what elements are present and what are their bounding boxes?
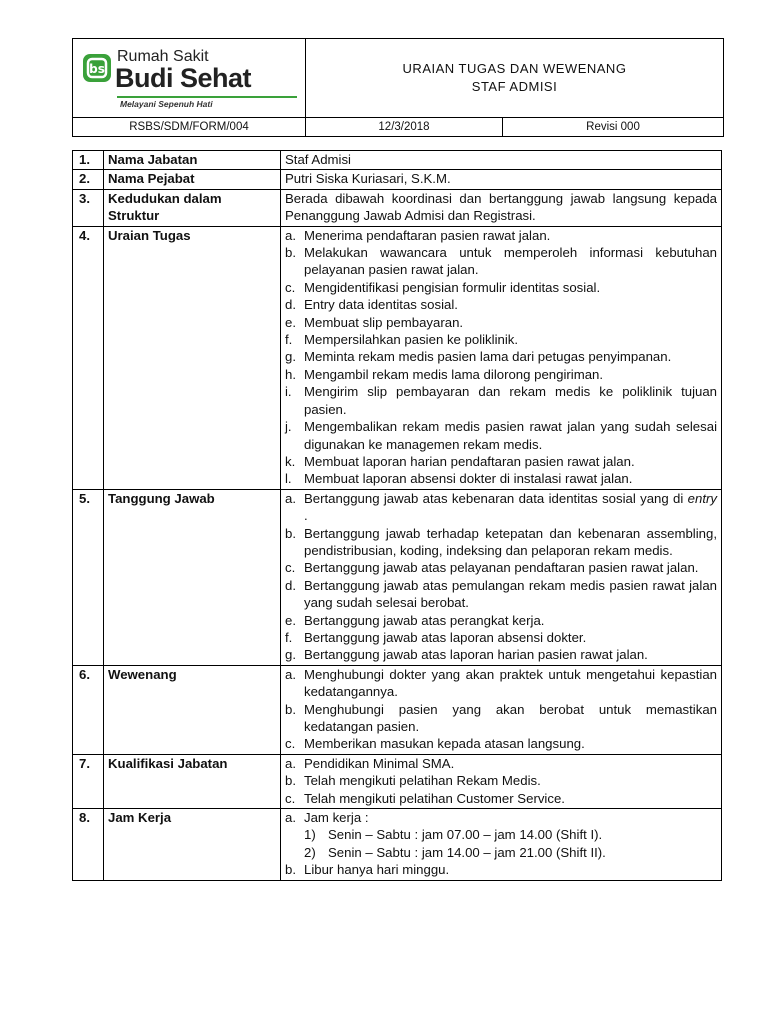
row-number: 3.: [73, 189, 104, 226]
row-label: Uraian Tugas: [104, 226, 281, 489]
list-marker: i.: [285, 384, 292, 400]
list-item: [285, 348, 717, 365]
list-item: [285, 809, 717, 826]
title-line1: URAIAN TUGAS DAN WEWENANG: [402, 61, 627, 76]
revision-number: Revisi 000: [503, 118, 724, 137]
table-row: [73, 170, 722, 189]
list-text: Bertanggung jawab atas pelayanan pendaftaran pasien rawat jalan.: [304, 560, 699, 576]
table-row: [73, 754, 722, 808]
row-label: Jam Kerja: [104, 809, 281, 881]
list-text: Menerima pendaftaran pasien rawat jalan.: [304, 227, 551, 243]
title-line2: STAF ADMISI: [471, 79, 558, 94]
document-title: [306, 39, 724, 118]
sub-list: [285, 826, 717, 861]
list-text-part: Bertanggung jawab atas kebenaran data identitas sosial yang di: [304, 490, 688, 506]
list-item: [285, 646, 717, 663]
list-text: Bertanggung jawab atas pemulangan rekam medis pasien rawat jalan yang sudah selesai berobat.: [304, 577, 717, 611]
list-marker: a.: [285, 755, 296, 771]
list-text: Mengambil rekam medis lama dilorong pengiriman.: [304, 366, 604, 382]
entry-term: entry: [687, 490, 717, 506]
list-item: [285, 861, 717, 878]
row-value-list: [281, 489, 722, 665]
job-description-table: [72, 150, 722, 881]
hospital-logo-icon: [82, 53, 112, 83]
list-text: Mengembalikan rekam medis pasien rawat jalan yang sudah selesai digunakan ke managemen rekam medis.: [304, 419, 717, 452]
sub-list-item: [285, 844, 717, 861]
list-marker: l.: [285, 471, 292, 487]
sub-list-item: [285, 826, 717, 843]
row-value: Berada dibawah koordinasi dan bertanggung jawab langsung kepada Penanggung Jawab Admisi dan Registrasi.: [281, 189, 722, 226]
row-number: 4.: [73, 226, 104, 489]
list-marker: b.: [285, 245, 296, 261]
row-number: 8.: [73, 809, 104, 881]
list-marker: c.: [285, 279, 296, 295]
list-item: [285, 314, 717, 331]
form-code: RSBS/SDM/FORM/004: [73, 118, 306, 137]
sub-list-text: Senin – Sabtu : jam 14.00 – jam 21.00 (Shift II).: [328, 844, 606, 860]
row-number: 6.: [73, 665, 104, 754]
logo-name-line1: Rumah Sakit: [117, 48, 209, 65]
list-text: Meminta rekam medis pasien lama dari petugas penyimpanan.: [304, 349, 672, 365]
list-text: Memberikan masukan kepada atasan langsung.: [304, 736, 585, 752]
list-text: Mengirim slip pembayaran dan rekam medis ke poliklinik tujuan pasien.: [304, 384, 717, 417]
list-item: [285, 244, 717, 279]
row-value-list: [281, 809, 722, 881]
list-item: [285, 227, 717, 244]
list-item: [285, 470, 717, 487]
list-item: [285, 525, 717, 560]
list-marker: a.: [285, 227, 296, 243]
list-text: Membuat laporan absensi dokter di instalasi rawat jalan.: [304, 471, 633, 487]
list-marker: d.: [285, 297, 296, 313]
list-marker: e.: [285, 612, 296, 628]
list-marker: a.: [285, 666, 296, 682]
logo-tagline: Melayani Sepenuh Hati: [120, 99, 213, 109]
list-text: Pendidikan Minimal SMA.: [304, 755, 455, 771]
row-number: 1.: [73, 151, 104, 170]
list-marker: b.: [285, 773, 296, 789]
sub-list-marker: 2): [304, 844, 316, 860]
list-marker: h.: [285, 366, 296, 382]
list-text: Bertanggung jawab atas laporan harian pasien rawat jalan.: [304, 647, 648, 663]
list-item: [285, 366, 717, 383]
row-label: Wewenang: [104, 665, 281, 754]
list-text: Bertanggung jawab atas laporan absensi dokter.: [304, 629, 587, 645]
row-value-list: [281, 226, 722, 489]
list-text: Entry data identitas sosial.: [304, 297, 458, 313]
list-marker: k.: [285, 453, 296, 469]
list-marker: g.: [285, 647, 296, 663]
row-label: Kualifikasi Jabatan: [104, 754, 281, 808]
table-row: [73, 665, 722, 754]
list-text: Membuat laporan harian pendaftaran pasien rawat jalan.: [304, 453, 635, 469]
row-value: Staf Admisi: [281, 151, 722, 170]
list-marker: e.: [285, 314, 296, 330]
document-header: [72, 38, 724, 137]
list-item: [285, 790, 717, 807]
row-label: Tanggung Jawab: [104, 489, 281, 665]
list-text-part: .: [304, 508, 308, 524]
list-item: [285, 279, 717, 296]
list-text: Telah mengikuti pelatihan Customer Service.: [304, 790, 565, 806]
logo-name-line2: Budi Sehat: [115, 63, 252, 93]
list-item: [285, 453, 717, 470]
list-marker: c.: [285, 560, 296, 576]
list-text: Telah mengikuti pelatihan Rekam Medis.: [304, 773, 541, 789]
row-value-list: [281, 754, 722, 808]
row-label: Kedudukan dalam Struktur: [104, 189, 281, 226]
list-item: [285, 735, 717, 752]
list-item: [285, 629, 717, 646]
list-text: Menghubungi pasien yang akan berobat untuk memastikan kedatangan pasien.: [304, 701, 717, 734]
svg-text:bs: bs: [89, 62, 105, 76]
list-marker: a.: [285, 810, 296, 826]
list-item: [285, 772, 717, 789]
table-row: [73, 226, 722, 489]
list-text: Jam kerja :: [304, 810, 369, 826]
list-group: [285, 525, 717, 664]
row-label: Nama Jabatan: [104, 151, 281, 170]
row-number: 7.: [73, 754, 104, 808]
list-item: [285, 612, 717, 629]
list-item: [285, 383, 717, 418]
row-label: Nama Pejabat: [104, 170, 281, 189]
list-item: [285, 577, 717, 612]
table-row: [73, 489, 722, 665]
list-text: Membuat slip pembayaran.: [304, 314, 464, 330]
list-marker: f.: [285, 332, 293, 348]
list-item: [285, 490, 717, 525]
list-text: Libur hanya hari minggu.: [304, 862, 450, 878]
list-text: Bertanggung jawab atas perangkat kerja.: [304, 612, 545, 628]
sub-list-text: Senin – Sabtu : jam 07.00 – jam 14.00 (Shift I).: [328, 827, 603, 843]
list-marker: c.: [285, 736, 296, 752]
list-item: [285, 755, 717, 772]
list-item: [285, 666, 717, 701]
list-marker: f.: [285, 629, 293, 645]
logo-cell: [73, 39, 306, 118]
document-date: 12/3/2018: [306, 118, 503, 137]
list-text: Menghubungi dokter yang akan praktek untuk mengetahui kepastian kedatangannya.: [304, 666, 717, 700]
list-marker: d.: [285, 577, 296, 593]
list-marker: b.: [285, 525, 296, 541]
row-number: 5.: [73, 489, 104, 665]
sub-list-marker: 1): [304, 827, 316, 843]
list-marker: g.: [285, 349, 296, 365]
list-marker: b.: [285, 862, 296, 878]
list-marker: c.: [285, 790, 296, 806]
list-marker: a.: [285, 490, 296, 506]
list-text: Mempersilahkan pasien ke poliklinik.: [304, 332, 519, 348]
list-marker: j.: [285, 419, 292, 435]
list-item: [285, 559, 717, 576]
list-text: Melakukan wawancara untuk memperoleh informasi kebutuhan pelayanan pasien rawat jalan.: [304, 245, 717, 278]
row-number: 2.: [73, 170, 104, 189]
list-text: [304, 490, 717, 525]
list-item: [285, 296, 717, 313]
row-value: Putri Siska Kuriasari, S.K.M.: [281, 170, 722, 189]
list-item: [285, 331, 717, 348]
table-row: [73, 189, 722, 226]
table-row: [73, 151, 722, 170]
list-item: [285, 701, 717, 736]
table-row: [73, 809, 722, 881]
list-item: [285, 418, 717, 453]
list-marker: b.: [285, 701, 296, 717]
row-value-list: [281, 665, 722, 754]
list-text: Bertanggung jawab terhadap ketepatan dan kebenaran assembling, pendistribusian, koding, indeksing dan pelaporan rekam medis.: [304, 525, 717, 558]
logo-underline: [117, 96, 297, 98]
list-text: Mengidentifikasi pengisian formulir identitas sosial.: [304, 279, 601, 295]
